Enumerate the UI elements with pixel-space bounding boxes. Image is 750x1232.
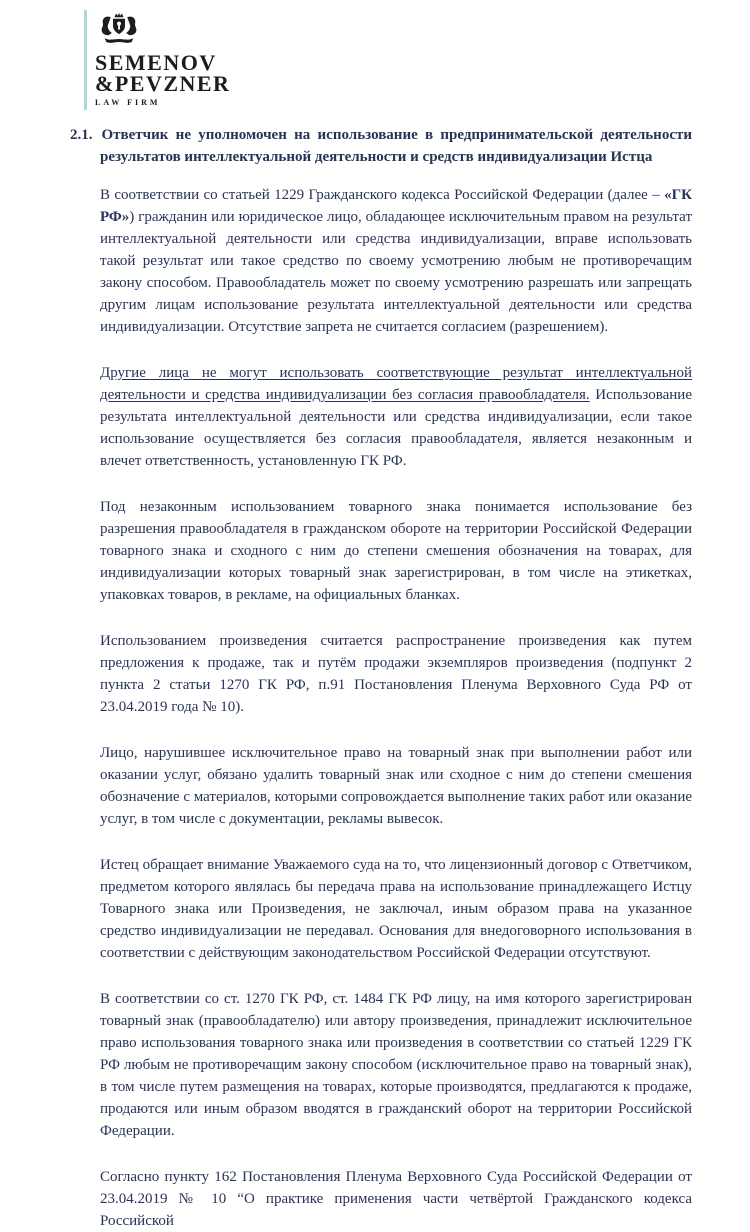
section-heading bbox=[70, 124, 692, 168]
paragraph: Использованием произведения считается распространение произведения как путем предложения к продаже, так и путём продажи экземпляров произведения (подпункт 2 пункта 2 статьи 1270 ГК РФ, п.91 Постановления Пленума Верховного Суда РФ от 23.04.2019 года № 10). bbox=[100, 633, 692, 715]
paragraph: Другие лица не могут использовать соответствующие результат интеллектуальной деятельности и средства индивидуализации без согласия правообладателя. Использование результата интеллектуальной деятельности или средства индивидуализации, если такое использование осуществляется без согласия правообладателя, является незаконным и влечет ответственность, установленную ГК РФ. bbox=[100, 365, 692, 469]
logo-name-line2: &PEVZNER bbox=[95, 71, 231, 96]
law-firm-logo bbox=[84, 10, 230, 110]
section-number: 2.1. bbox=[70, 127, 93, 143]
paragraph: В соответствии со ст. 1270 ГК РФ, ст. 1484 ГК РФ лицу, на имя которого зарегистрирован товарный знак (правообладателю) или автору произведения, принадлежит исключительное право использования товарного знака или произведения в соответствии со статьей 1229 ГК РФ любым не противоречащим закону способом (исключительное право на товарный знак), в том числе путем размещения на товарах, которые производятся, предлагаются к продаже, продаются или иным образом вводятся в гражданский оборот на территории Российской Федерации. bbox=[100, 991, 692, 1139]
legal-document-body bbox=[70, 124, 692, 1232]
section-title: Ответчик не уполномочен на использование в предпринимательской деятельности результатов интеллектуальной деятельности и средств индивидуализации Истца bbox=[100, 127, 692, 165]
logo-name-line1: SEMENOV bbox=[95, 50, 217, 75]
paragraph: Истец обращает внимание Уважаемого суда на то, что лицензионный договор с Ответчиком, предметом которого являлась бы передача права на использование принадлежащего Истцу Товарного знака или Произведения, не заключал, иным образом права на указанное средство индивидуализации не передавал. Основания для внедоговорного использования в соответствии с действующим законодательством Российской Федерации отсутствуют. bbox=[100, 857, 692, 961]
logo-tagline: LAW FIRM bbox=[95, 98, 161, 107]
paragraph: Под незаконным использованием товарного знака понимается использование без разрешения правообладателя в гражданском обороте на территории Российской Федерации товарного знака и сходного с ним до степени смешения обозначения на товарах, для индивидуализации которых товарный знак зарегистрирован, в том числе на этикетках, упаковках товаров, в рекламе, на официальных бланках. bbox=[100, 499, 692, 603]
paragraph: В соответствии со статьей 1229 Гражданского кодекса Российской Федерации (далее – «ГК РФ») гражданин или юридическое лицо, обладающее исключительным правом на результат интеллектуальной деятельности или средства индивидуализации, вправе использовать такой результат или такое средство по своему усмотрению любым не противоречащим закону способом. Правообладатель может по своему усмотрению разрешать или запрещать другим лицам использование результата интеллектуальной деятельности или средства индивидуализации. Отсутствие запрета не считается согласием (разрешением). bbox=[100, 187, 692, 335]
heraldic-crest-icon bbox=[95, 12, 230, 50]
paragraph: Согласно пункту 162 Постановления Пленума Верховного Суда Российской Федерации от 23.04.2019 № 10 “О практике применения части четвёртой Гражданского кодекса Российской bbox=[100, 1169, 692, 1229]
paragraph: Лицо, нарушившее исключительное право на товарный знак при выполнении работ или оказании услуг, обязано удалить товарный знак или сходное с ним до степени смешения обозначение с материалов, которыми сопровождается выполнение таких работ или оказание услуг, в том числе с документации, рекламы вывесок. bbox=[100, 745, 692, 827]
